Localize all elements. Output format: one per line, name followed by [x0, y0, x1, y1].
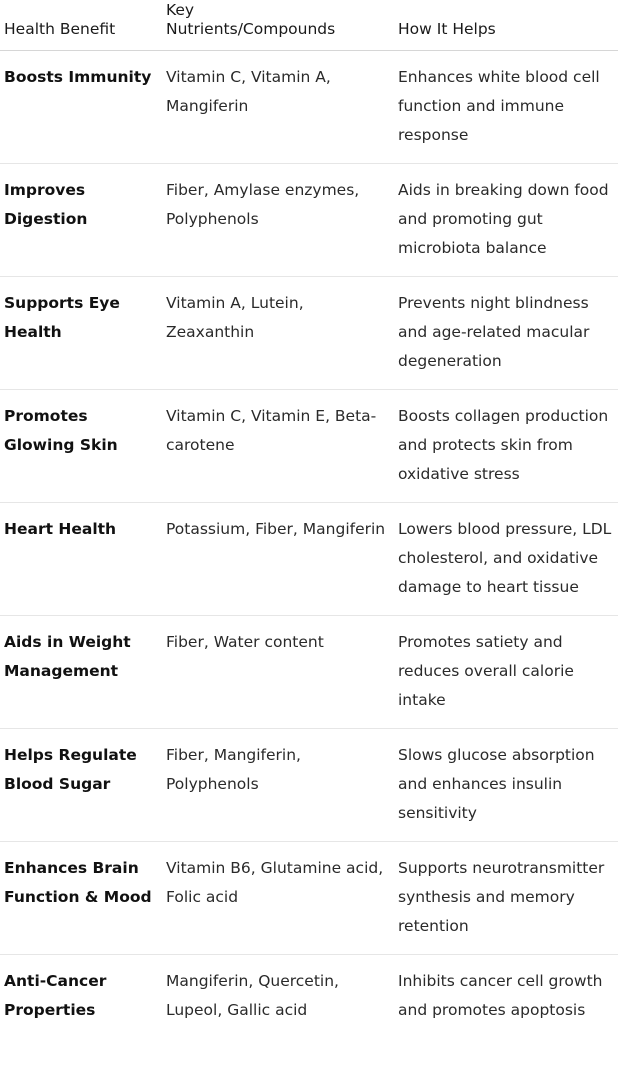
table-row [0, 616, 618, 729]
header-key-nutrients: Key Nutrients/Compounds [166, 1, 336, 38]
how-it-helps-cell: Aids in breaking down food and promoting gut microbiota balance [398, 181, 609, 257]
nutrients-cell: Potassium, Fiber, Mangiferin [166, 520, 386, 538]
benefit-cell: Heart Health [4, 520, 117, 538]
benefit-cell: Enhances Brain Function & Mood [4, 859, 152, 906]
how-it-helps-cell: Promotes satiety and reduces overall calorie intake [398, 633, 574, 709]
nutrients-cell: Vitamin C, Vitamin E, Beta-carotene [166, 407, 377, 454]
table-header [0, 0, 618, 51]
benefit-cell: Boosts Immunity [4, 68, 152, 86]
table-row [0, 51, 618, 164]
nutrients-cell: Fiber, Amylase enzymes, Polyphenols [166, 181, 360, 228]
how-it-helps-cell: Slows glucose absorption and enhances insulin sensitivity [398, 746, 595, 822]
table-row [0, 164, 618, 277]
nutrients-cell: Fiber, Water content [166, 633, 324, 651]
nutrients-cell: Vitamin C, Vitamin A, Mangiferin [166, 68, 331, 115]
how-it-helps-cell: Prevents night blindness and age-related macular degeneration [398, 294, 590, 370]
table-row [0, 503, 618, 616]
how-it-helps-cell: Lowers blood pressure, LDL cholesterol, and oxidative damage to heart tissue [398, 520, 612, 596]
benefit-cell: Helps Regulate Blood Sugar [4, 746, 137, 793]
benefit-cell: Aids in Weight Management [4, 633, 131, 680]
table-row [0, 842, 618, 955]
nutrients-cell: Fiber, Mangiferin, Polyphenols [166, 746, 301, 793]
how-it-helps-cell: Enhances white blood cell function and immune response [398, 68, 600, 144]
table-row [0, 955, 618, 1067]
header-health-benefit: Health Benefit [4, 20, 116, 38]
benefit-cell: Promotes Glowing Skin [4, 407, 118, 454]
how-it-helps-cell: Inhibits cancer cell growth and promotes apoptosis [398, 972, 603, 1019]
table-row [0, 390, 618, 503]
nutrients-cell: Vitamin B6, Glutamine acid, Folic acid [166, 859, 384, 906]
benefit-cell: Anti-Cancer Properties [4, 972, 107, 1019]
table-row [0, 729, 618, 842]
nutrients-cell: Vitamin A, Lutein, Zeaxanthin [166, 294, 304, 341]
header-how-it-helps: How It Helps [398, 20, 496, 38]
benefit-cell: Supports Eye Health [4, 294, 120, 341]
table-row [0, 277, 618, 390]
how-it-helps-cell: Supports neurotransmitter synthesis and memory retention [398, 859, 605, 935]
how-it-helps-cell: Boosts collagen production and protects skin from oxidative stress [398, 407, 609, 483]
table-body [0, 51, 618, 1067]
nutrients-cell: Mangiferin, Quercetin, Lupeol, Gallic acid [166, 972, 339, 1019]
benefit-cell: Improves Digestion [4, 181, 88, 228]
